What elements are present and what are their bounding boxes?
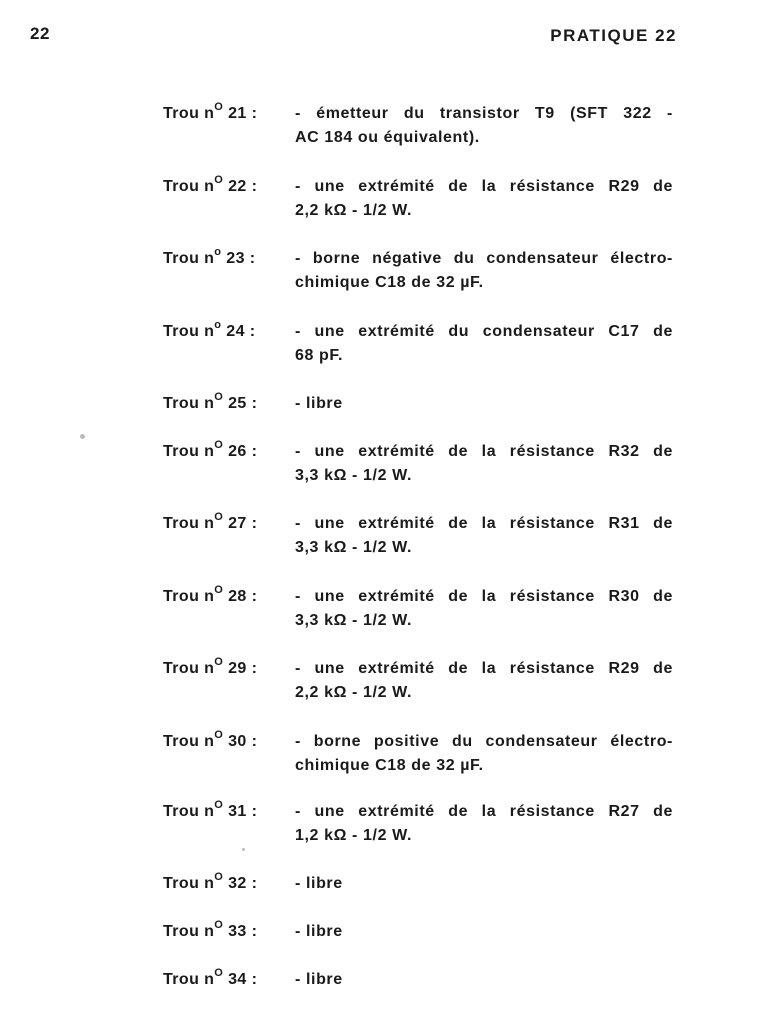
entry-label: Trou $n^O$ 21 : — [163, 101, 258, 122]
entry-label: Trou $n^O$ 22 : — [163, 174, 258, 195]
scan-speck — [80, 434, 85, 439]
list-item — [163, 968, 673, 992]
entry-description: - émetteur du transistor T9 (SFT 322 - AC 184 ou équivalent). — [295, 105, 673, 146]
page-number: 22 — [30, 24, 50, 43]
running-title: PRATIQUE 22 — [550, 26, 677, 45]
list-item — [163, 920, 673, 944]
entry-label: Trou $n^O$ 26 : — [163, 439, 258, 460]
scan-speck — [242, 848, 245, 851]
list-item — [163, 585, 673, 633]
list-item — [163, 872, 673, 896]
entry-description: - libre — [295, 971, 343, 988]
entry-label: Trou $n^O$ 34 : — [163, 967, 258, 988]
list-item — [163, 392, 673, 416]
entry-label: Trou $n^O$ 27 : — [163, 511, 258, 532]
list-item — [163, 102, 673, 150]
entry-description: - borne positive du condensateur électro- chimique C18 de 32 µF. — [295, 733, 673, 774]
list-item — [163, 512, 673, 560]
entry-label: Trou $n^O$ 30 : — [163, 729, 258, 750]
list-item — [163, 730, 673, 778]
entry-description: - libre — [295, 395, 343, 412]
list-item — [163, 175, 673, 223]
entry-description: - libre — [295, 923, 343, 940]
list-item — [163, 800, 673, 848]
entry-description: - une extrémité de la résistance R29 de 2,2 kΩ - 1/2 W. — [295, 660, 673, 701]
entry-description: - une extrémité du condensateur C17 de 68 pF. — [295, 323, 673, 364]
list-item — [163, 247, 673, 295]
list-item — [163, 440, 673, 488]
entry-label: Trou $n^O$ 33 : — [163, 919, 258, 940]
entry-label: Trou $n^O$ 29 : — [163, 656, 258, 677]
entry-description: - une extrémité de la résistance R30 de 3,3 kΩ - 1/2 W. — [295, 588, 673, 629]
entry-label: Trou $n^o$ 24 : — [163, 319, 256, 340]
entry-label: Trou $n^O$ 28 : — [163, 584, 258, 605]
entry-description: - une extrémité de la résistance R31 de 3,3 kΩ - 1/2 W. — [295, 515, 673, 556]
page-header — [0, 0, 764, 60]
entry-description: - une extrémité de la résistance R27 de 1,2 kΩ - 1/2 W. — [295, 803, 673, 844]
entry-description: - une extrémité de la résistance R32 de 3,3 kΩ - 1/2 W. — [295, 443, 673, 484]
list-item — [163, 657, 673, 705]
list-item — [163, 320, 673, 368]
entry-description: - libre — [295, 875, 343, 892]
entry-description: - une extrémité de la résistance R29 de 2,2 kΩ - 1/2 W. — [295, 178, 673, 219]
entry-label: Trou $n^O$ 32 : — [163, 871, 258, 892]
entry-description: - borne négative du condensateur électro- chimique C18 de 32 µF. — [295, 250, 673, 291]
entry-label: Trou $n^o$ 23 : — [163, 246, 256, 267]
entry-label: Trou $n^O$ 25 : — [163, 391, 258, 412]
entry-label: Trou $n^O$ 31 : — [163, 799, 258, 820]
